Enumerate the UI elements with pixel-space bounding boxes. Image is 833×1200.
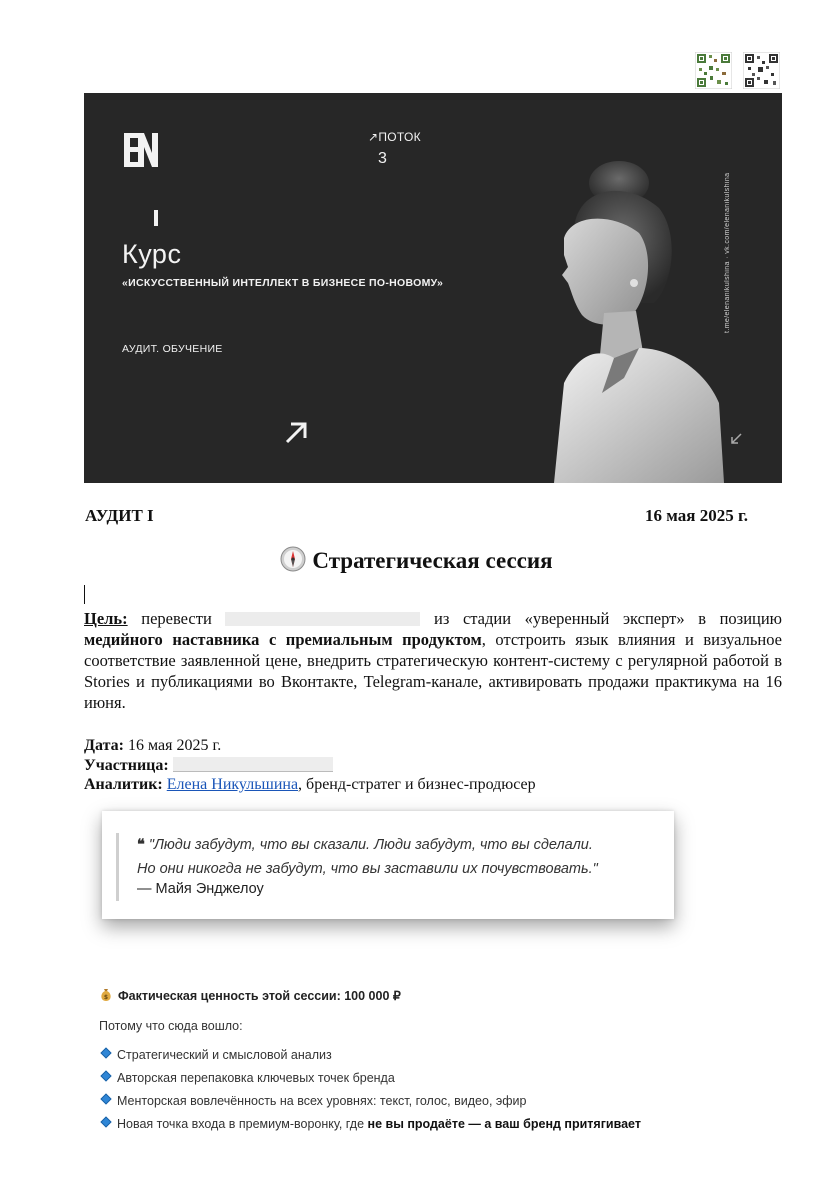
course-banner	[84, 93, 782, 483]
svg-text:$: $	[103, 994, 109, 1001]
blue-diamond-icon	[100, 1070, 111, 1081]
money-bag-icon	[99, 988, 113, 1002]
page-title: Стратегическая сессия	[0, 546, 833, 574]
redacted-name	[225, 612, 420, 626]
quote-card	[102, 811, 674, 919]
goal-paragraph: Цель: перевести из стадии «уверенный эксперт» в позицию медийного наставника с премиальным продуктом, отстроить язык влияния и визуальное соответствие заявленной цене, внедрить стратегическую контент-систему с регулярной работой в Stories и публикациями во Вконтакте, Telegram-канале, активировать продажи практикума на 16 июня.	[84, 609, 783, 712]
meta-date: Дата: 16 мая 2025 г.	[84, 737, 222, 754]
quote-author: — Майя Энджелоу	[137, 881, 264, 897]
compass-icon	[280, 546, 306, 572]
small-arrow-icon: ↗	[368, 130, 379, 144]
course-tagline: АУДИТ. ОБУЧЕНИЕ	[122, 343, 223, 355]
blue-diamond-icon	[100, 1093, 111, 1104]
goal-highlight: медийного наставника с премиальным продуктом	[84, 630, 482, 649]
stream-label: ↗ПОТОК	[368, 130, 421, 144]
list-item: Авторская перепаковка ключевых точек бренда	[99, 1070, 641, 1093]
quote-text: ❝ "Люди забудут, что вы сказали. Люди забудут, что вы сделали. Но они никогда не забудут, что вы заставили их почувствовать."	[137, 837, 598, 877]
list-item: Новая точка входа в премиум-воронку, где не вы продаёте — а ваш бренд притягивает	[99, 1116, 641, 1139]
qr-code-icon	[695, 52, 732, 89]
portrait-photo	[464, 143, 724, 483]
course-title: Курс	[122, 239, 182, 269]
redacted-participant	[173, 757, 333, 772]
session-meta	[84, 736, 536, 795]
contacts-vertical: t.me/elenanikulshina · vk.com/elenanikulshina	[724, 172, 731, 333]
blue-diamond-icon	[100, 1047, 111, 1058]
meta-participant: Участница:	[84, 756, 536, 776]
value-intro: Потому что сюда вошло:	[99, 1019, 243, 1033]
arrow-down-left-icon	[730, 433, 742, 445]
analyst-link[interactable]: Елена Никульшина	[166, 776, 299, 793]
quote-mark-icon: ❝	[137, 837, 145, 853]
value-list	[99, 1047, 641, 1139]
audit-date: 16 мая 2025 г.	[645, 506, 748, 525]
list-item: Стратегический и смысловой анализ	[99, 1047, 641, 1070]
brand-logo	[122, 131, 160, 169]
blue-diamond-icon	[100, 1116, 111, 1127]
decor-tick	[154, 210, 158, 226]
meta-analyst: Аналитик: Елена Никульшина, бренд-стратег и бизнес-продюсер	[84, 776, 536, 793]
quote-bar	[116, 833, 119, 901]
session-value: $ Фактическая ценность этой сессии: 100 000 ₽	[99, 988, 401, 1003]
course-subtitle: «ИСКУССТВЕННЫЙ ИНТЕЛЛЕКТ В БИЗНЕСЕ ПО-НОВОМУ»	[122, 277, 444, 289]
list-item: Менторская вовлечённость на всех уровнях: текст, голос, видео, эфир	[99, 1093, 641, 1116]
text-cursor	[84, 585, 85, 604]
arrow-up-right-icon	[283, 420, 309, 446]
qr-code-icon	[743, 52, 780, 89]
stream-number: 3	[378, 150, 387, 167]
goal-label: Цель:	[84, 609, 128, 628]
audit-label: АУДИТ I	[85, 506, 154, 525]
